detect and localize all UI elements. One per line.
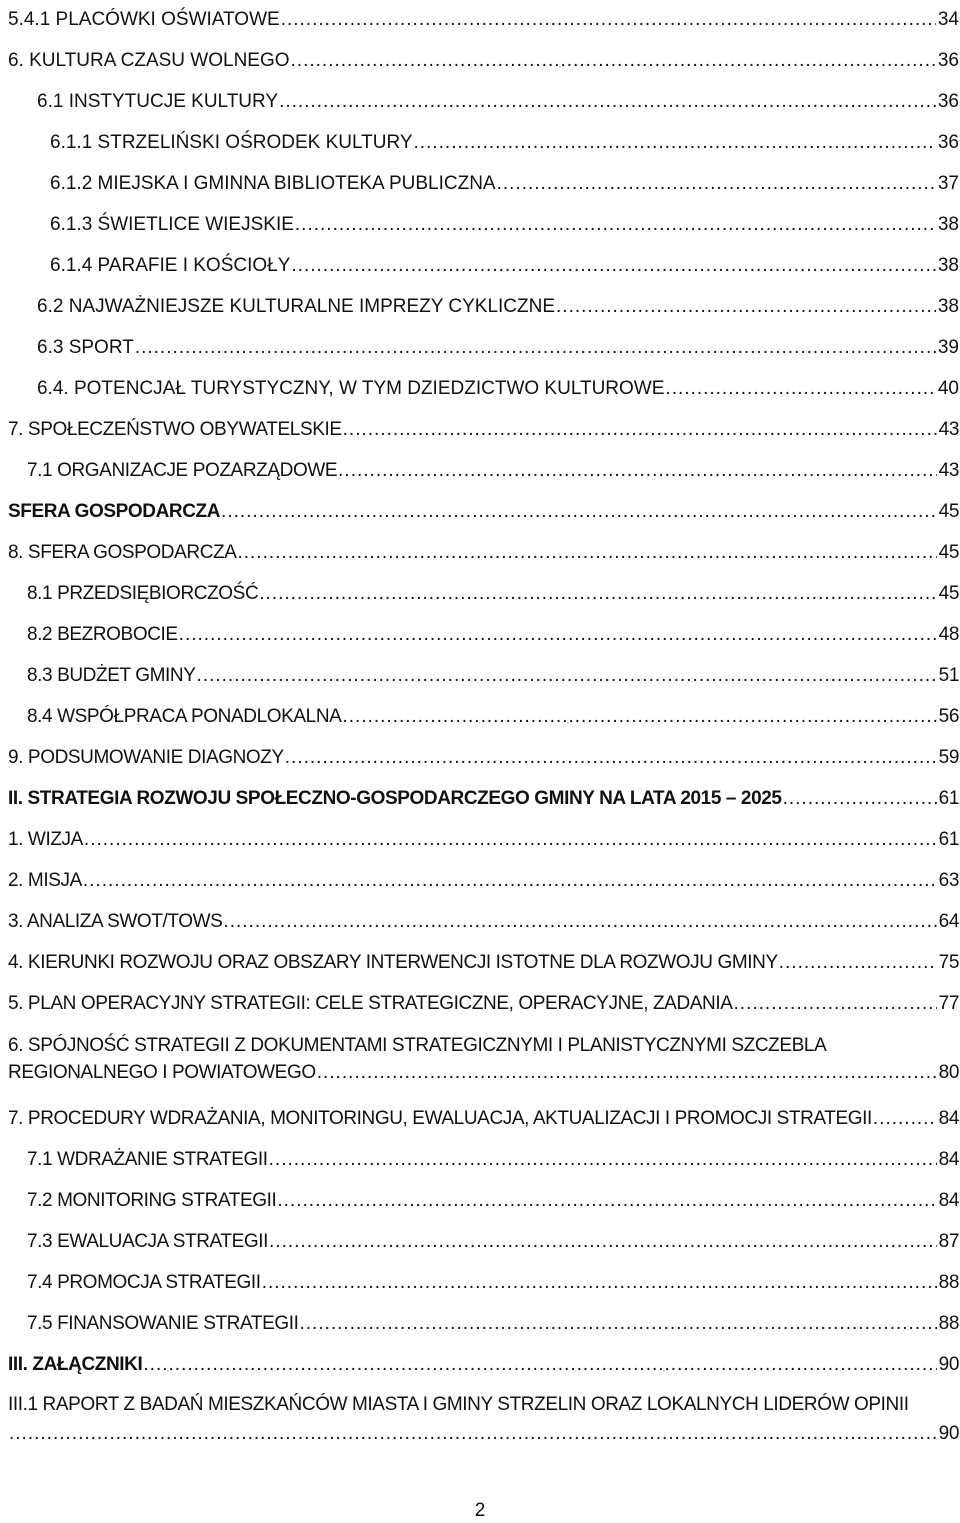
toc-leader-dots (665, 377, 935, 401)
toc-leader-dots (262, 1271, 937, 1295)
toc-leader-dots (734, 992, 937, 1016)
toc-entry-label: 7.1 WDRAŻANIE STRATEGII (27, 1149, 268, 1170)
toc-entry-label: 8.4 WSPÓŁPRACA PONADLOKALNA (27, 706, 342, 727)
toc-entry-label: 3. ANALIZA SWOT/TOWS (8, 911, 223, 932)
page-number: 2 (474, 1500, 486, 1521)
toc-entry[interactable] (27, 1142, 959, 1172)
toc-leader-dots (342, 705, 936, 729)
toc-entry[interactable] (27, 1306, 959, 1336)
toc-entry-label: 8.2 BEZROBOCIE (27, 624, 178, 645)
toc-entry-page: 88 (938, 1272, 959, 1293)
toc-entry-page: 48 (938, 624, 959, 645)
toc-entry[interactable] (8, 863, 959, 893)
toc-leader-dots (779, 951, 937, 975)
toc-entry-label: 6. KULTURA CZASU WOLNEGO (8, 50, 290, 71)
toc-leader-dots (84, 828, 937, 852)
toc-entry-label: 6.1 INSTYTUCJE KULTURY (37, 91, 279, 112)
toc-entry-page: 59 (938, 747, 959, 768)
toc-leader-dots (143, 1353, 936, 1377)
toc-entry[interactable] (27, 1183, 959, 1213)
toc-entry-page: 38 (937, 296, 959, 317)
toc-entry[interactable] (8, 1101, 959, 1131)
toc-entry-label: 6.1.3 ŚWIETLICE WIEJSKIE (50, 214, 294, 235)
toc-entry-label: SFERA GOSPODARCZA (8, 501, 221, 522)
toc-entry[interactable] (37, 371, 959, 401)
toc-entry-label: 6.4. POTENCJAŁ TURYSTYCZNY, W TYM DZIEDZICTWO KULTUROWE (37, 378, 665, 399)
toc-leader-dots (414, 131, 936, 155)
toc-entry[interactable] (8, 1055, 959, 1085)
toc-entry-label: 9. PODSUMOWANIE DIAGNOZY (8, 747, 284, 768)
toc-entry-page: 36 (937, 132, 959, 153)
toc-leader-dots (285, 746, 937, 770)
toc-entry-page: 45 (938, 583, 959, 604)
toc-entry-page: 64 (938, 911, 959, 932)
toc-leader-dots (259, 582, 936, 606)
toc-entry[interactable] (37, 84, 959, 114)
toc-entry[interactable] (27, 617, 959, 647)
toc-entry[interactable] (8, 494, 959, 524)
toc-entry-label: REGIONALNEGO I POWIATOWEGO (8, 1062, 316, 1083)
toc-entry-page: 37 (937, 173, 959, 194)
toc-leader-dots (83, 869, 937, 893)
toc-entry-page: 34 (937, 9, 959, 30)
toc-entry-label: 7.4 PROMOCJA STRATEGII (27, 1272, 261, 1293)
toc-entry[interactable] (8, 781, 959, 811)
toc-entry-page: 61 (938, 788, 959, 809)
toc-entry-page: 61 (938, 829, 959, 850)
toc-leader-dots (279, 90, 936, 114)
toc-leader-dots (135, 336, 936, 360)
toc-entry[interactable] (50, 207, 959, 237)
toc-entry[interactable] (8, 535, 959, 565)
toc-entry[interactable] (8, 740, 959, 770)
toc-entry-page: 80 (938, 1062, 959, 1083)
toc-entry-page: 84 (938, 1190, 959, 1211)
toc-entry[interactable] (8, 2, 959, 32)
toc-entry-page: 63 (938, 870, 959, 891)
toc-entry-page: 88 (938, 1313, 959, 1334)
toc-leader-dots (277, 1189, 936, 1213)
toc-entry-page: 84 (938, 1108, 959, 1129)
toc-entry-page: 77 (938, 993, 959, 1014)
toc-entry[interactable] (8, 1416, 959, 1446)
toc-entry-page: 38 (937, 214, 959, 235)
toc-entry-label: 8.1 PRZEDSIĘBIORCZOŚĆ (27, 583, 259, 604)
toc-leader-dots (873, 1107, 937, 1131)
toc-entry[interactable] (8, 904, 959, 934)
toc-leader-dots (9, 1422, 937, 1446)
toc-entry-label-first-line: III.1 RAPORT Z BADAŃ MIESZKAŃCÓW MIASTA I GMINY STRZELIN ORAZ LOKALNYCH LIDERÓW OPINII (8, 1394, 909, 1415)
toc-leader-dots (295, 213, 936, 237)
toc-entry[interactable] (27, 453, 959, 483)
toc-entry[interactable] (8, 822, 959, 852)
toc-leader-dots (291, 49, 936, 73)
toc-leader-dots (338, 459, 937, 483)
toc-entry-label: 5.4.1 PLACÓWKI OŚWIATOWE (8, 9, 280, 30)
toc-entry-label: 4. KIERUNKI ROZWOJU ORAZ OBSZARY INTERWENCJI ISTOTNE DLA ROZWOJU GMINY (8, 952, 778, 973)
toc-leader-dots (317, 1061, 937, 1085)
toc-entry-page: 43 (938, 460, 959, 481)
toc-entry[interactable] (27, 1265, 959, 1295)
toc-entry-label: 8. SFERA GOSPODARCZA (8, 542, 237, 563)
toc-leader-dots (269, 1148, 937, 1172)
toc-entry-label: 6.2 NAJWAŻNIEJSZE KULTURALNE IMPREZY CYKLICZNE (37, 296, 556, 317)
toc-entry-page: 75 (938, 952, 959, 973)
toc-entry-label: 6.1.4 PARAFIE I KOŚCIOŁY (50, 255, 291, 276)
toc-entry-page: 90 (938, 1354, 959, 1375)
toc-entry-page: 90 (938, 1423, 959, 1444)
toc-entry[interactable] (37, 289, 959, 319)
toc-entry-page: 45 (938, 501, 959, 522)
toc-entry-page: 84 (938, 1149, 959, 1170)
toc-leader-dots (556, 295, 936, 319)
toc-entry[interactable] (8, 43, 959, 73)
toc-entry[interactable] (50, 125, 959, 155)
toc-entry[interactable] (8, 945, 959, 975)
toc-entry-label-first-line: 6. SPÓJNOŚĆ STRATEGII Z DOKUMENTAMI STRATEGICZNYMI I PLANISTYCZNYMI SZCZEBLA (8, 1035, 827, 1056)
toc-leader-dots (223, 910, 936, 934)
toc-entry-label: II. STRATEGIA ROZWOJU SPOŁECZNO-GOSPODARCZEGO GMINY NA LATA 2015 – 2025 (8, 788, 782, 809)
toc-entry-label: 7.1 ORGANIZACJE POZARZĄDOWE (27, 460, 338, 481)
toc-leader-dots (291, 254, 935, 278)
toc-leader-dots (299, 1312, 936, 1336)
toc-entry-page: 36 (937, 50, 959, 71)
toc-entry[interactable] (50, 166, 959, 196)
toc-entry[interactable] (27, 1224, 959, 1254)
toc-leader-dots (269, 1230, 937, 1254)
toc-entry-label: 8.3 BUDŻET GMINY (27, 665, 196, 686)
toc-entry[interactable] (50, 248, 959, 278)
toc-entry-label: 7.2 MONITORING STRATEGII (27, 1190, 277, 1211)
toc-entry-label: 7.3 EWALUACJA STRATEGII (27, 1231, 269, 1252)
toc-leader-dots (197, 664, 937, 688)
toc-entry-label: 2. MISJA (8, 870, 82, 891)
toc-entry-label: 7.5 FINANSOWANIE STRATEGII (27, 1313, 299, 1334)
toc-entry[interactable] (27, 658, 959, 688)
toc-leader-dots (783, 787, 937, 811)
toc-leader-dots (221, 500, 937, 524)
toc-entry[interactable] (27, 699, 959, 729)
toc-entry-label: 1. WIZJA (8, 829, 83, 850)
toc-leader-dots (179, 623, 937, 647)
toc-entry-page: 45 (938, 542, 959, 563)
toc-entry-page: 36 (937, 91, 959, 112)
toc-entry-label: 6.3 SPORT (37, 337, 134, 358)
toc-entry-label: III. ZAŁĄCZNIKI (8, 1354, 143, 1375)
toc-entry-label: 5. PLAN OPERACYJNY STRATEGII: CELE STRATEGICZNE, OPERACYJNE, ZADANIA (8, 993, 733, 1014)
toc-entry-label: 6.1.2 MIEJSKA I GMINNA BIBLIOTEKA PUBLICZNA (50, 173, 496, 194)
toc-entry-page: 38 (937, 255, 959, 276)
toc-leader-dots (343, 418, 937, 442)
toc-entry[interactable] (8, 1347, 959, 1377)
toc-leader-dots (497, 172, 936, 196)
toc-entry-page: 56 (938, 706, 959, 727)
toc-entry-page: 51 (938, 665, 959, 686)
toc-entry-page: 40 (937, 378, 959, 399)
toc-leader-dots (281, 8, 936, 32)
toc-entry-label: 7. SPOŁECZEŃSTWO OBYWATELSKIE (8, 419, 342, 440)
toc-entry-page: 87 (938, 1231, 959, 1252)
toc-entry[interactable] (27, 576, 959, 606)
toc-entry-label: 7. PROCEDURY WDRAŻANIA, MONITORINGU, EWALUACJA, AKTUALIZACJI I PROMOCJI STRATEGII (8, 1108, 872, 1129)
toc-entry[interactable] (8, 986, 959, 1016)
toc-entry[interactable] (37, 330, 959, 360)
toc-entry-page: 39 (937, 337, 959, 358)
toc-entry-page: 43 (938, 419, 959, 440)
toc-leader-dots (238, 541, 937, 565)
toc-entry-label: 6.1.1 STRZELIŃSKI OŚRODEK KULTURY (50, 132, 413, 153)
toc-entry[interactable] (8, 412, 959, 442)
